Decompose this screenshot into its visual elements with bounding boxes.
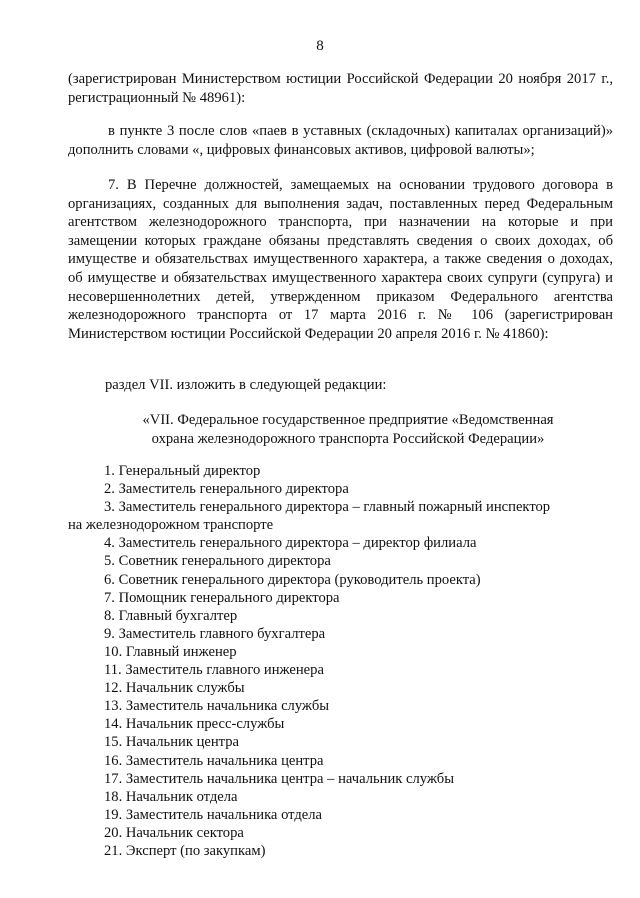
list-item: 16. Заместитель начальника центра [104,752,324,769]
list-item: 2. Заместитель генерального директора [104,481,349,498]
list-item: 7. Помощник генерального директора [104,589,340,606]
list-item: 13. Заместитель начальника службы [104,698,330,715]
paragraph-item-7: 7. В Перечне должностей, замещаемых на основании трудового договора в организациях, созданных для выполнения задач, поставленных перед Федеральным агентством железнодорожного транспорта, при назначении на которые и при замещении которых граждане обязаны представлять сведения о своих доходах, об имуществе и обязательствах имущественного характера, а также сведения о доходах, об имуществе и обязательствах имущественного характера своих супруги (супруга) и несовершеннолетних детей, утвержденном приказом Федерального агентства железнодорожного транспорта от 17 марта 2016 г. № 106 (зарегистрирован Министерством юстиции Российской Федерации 20 апреля 2016 г. № 41860): [68,177,613,342]
list-item: 11. Заместитель главного инженера [104,662,324,679]
list-item: 14. Начальник пресс-службы [104,716,285,733]
list-item: 6. Советник генерального директора (руководитель проекта) [104,571,481,588]
list-item-continuation: на железнодорожном транспорте [68,517,274,534]
section-heading-line-2: охрана железнодорожного транспорта Российской Федерации» [151,430,545,447]
paragraph-registration-note: (зарегистрирован Министерством юстиции Российской Федерации 20 ноября 2017 г., регистрационный № 48961): [68,71,613,106]
list-item: 10. Главный инженер [104,643,237,660]
paragraph-point-3-amendment: в пункте 3 после слов «паев в уставных (складочных) капиталах организаций)» дополнить словами «, цифровых финансовых активов, цифровой валюты»; [68,123,613,158]
list-item [68,498,613,534]
list-item: 18. Начальник отдела [104,788,238,805]
list-item: 12. Начальник службы [104,680,245,697]
list-item: 21. Эксперт (по закупкам) [104,842,266,859]
positions-list [68,462,613,860]
list-item: 1. Генеральный директор [104,463,261,479]
paragraph-section-vii-intro: раздел VII. изложить в следующей редакции: [105,377,387,393]
list-item: 5. Советник генерального директора [104,553,331,570]
list-item: 9. Заместитель главного бухгалтера [104,625,326,642]
section-heading [68,411,628,448]
list-item: 4. Заместитель генерального директора – директор филиала [104,535,477,552]
section-heading-line-1: «VII. Федеральное государственное предприятие «Ведомственная [142,412,554,428]
list-item-text: 3. Заместитель генерального директора – главный пожарный инспектор [104,499,551,516]
page-number: 8 [316,38,324,54]
list-item: 17. Заместитель начальника центра – начальник службы [104,770,455,787]
list-item: 8. Главный бухгалтер [104,607,238,624]
list-item: 15. Начальник центра [104,734,239,751]
list-item: 19. Заместитель начальника отдела [104,806,323,823]
list-item: 20. Начальник сектора [104,824,244,841]
